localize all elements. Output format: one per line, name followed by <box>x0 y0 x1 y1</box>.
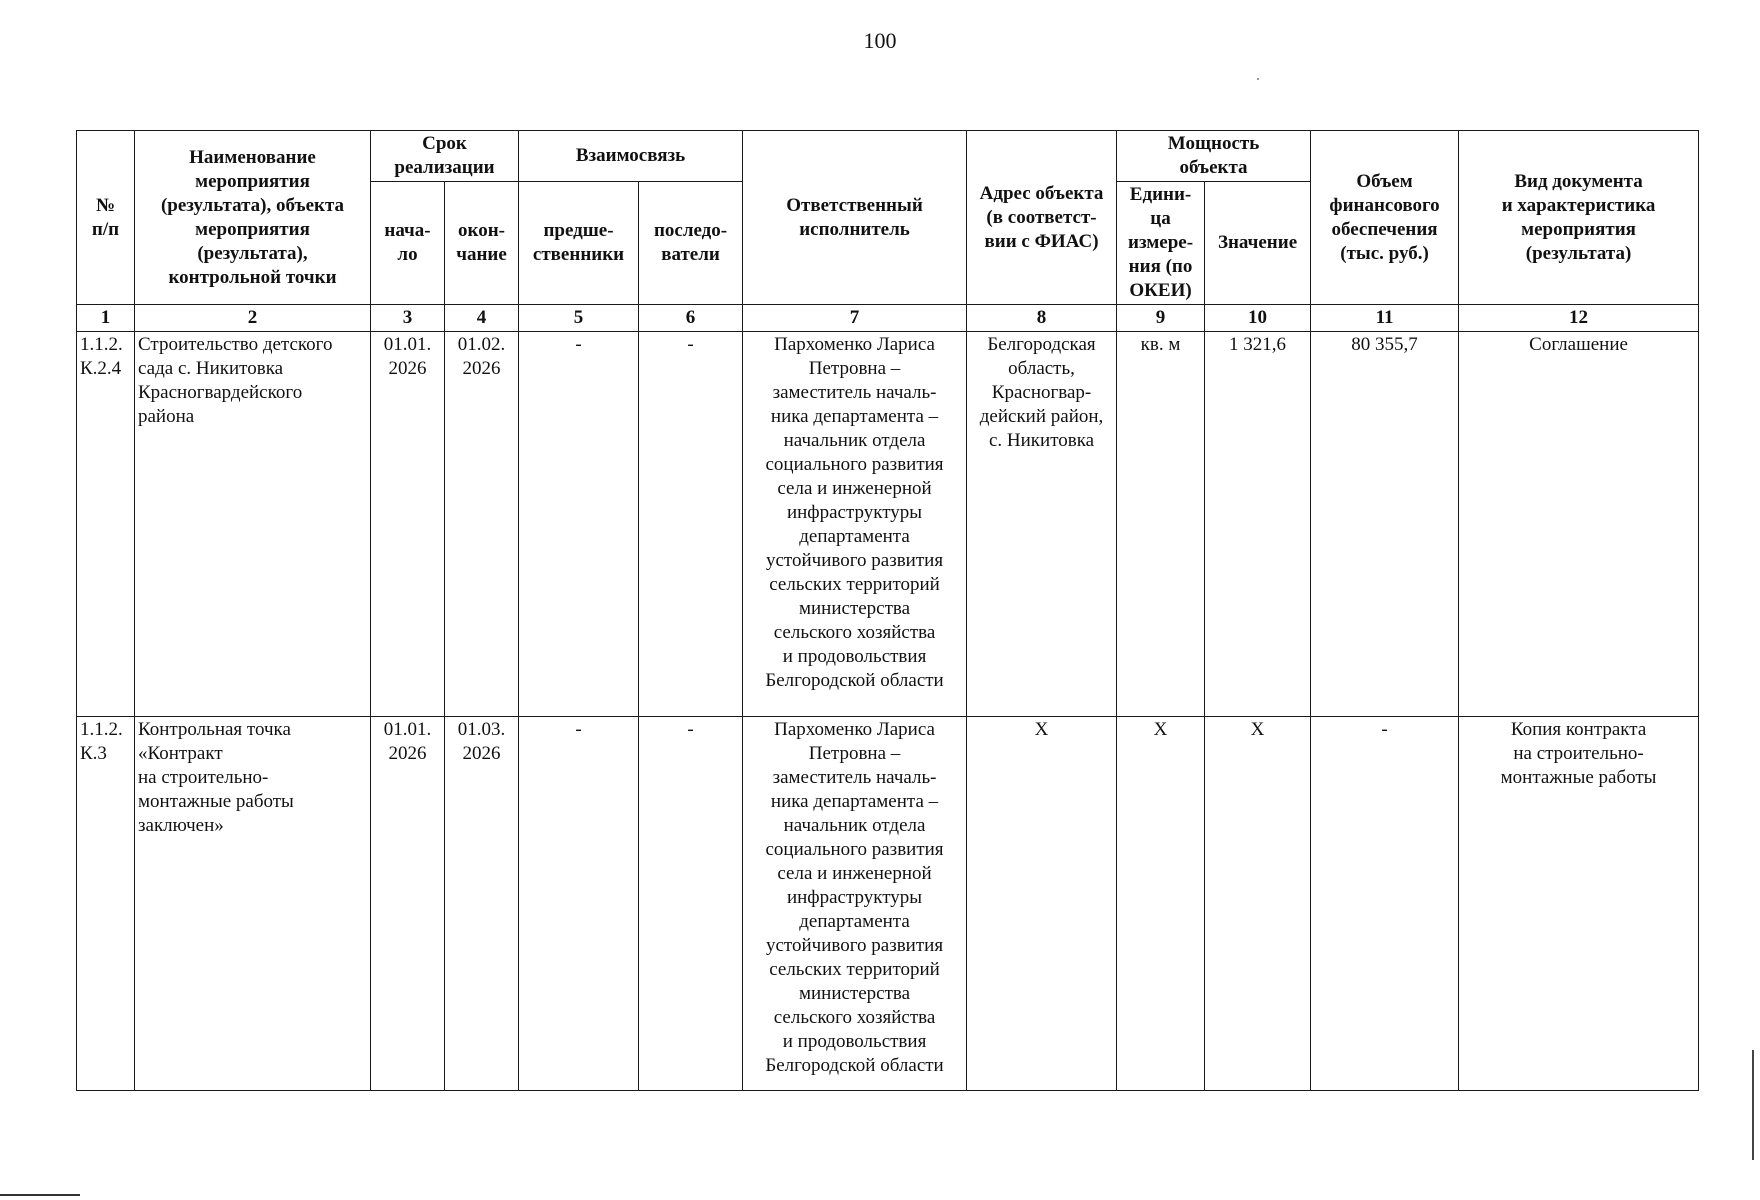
header-term-group: Срок реализации <box>371 131 519 182</box>
column-number: 8 <box>967 305 1117 332</box>
row-responsible: Пархоменко Лариса Петровна – заместитель началь- ника департамента – начальник отдела социального развития села и инженерной инфраструктуры департамента устойчивого развития сельских территорий министерства сельского хозяйства и продовольствия Белгородской области <box>743 717 967 1091</box>
schedule-table <box>76 130 1699 1091</box>
row-value: Х <box>1205 717 1311 1091</box>
row-start: 01.01. 2026 <box>371 717 445 1091</box>
header-finance: Объем финансового обеспечения (тыс. руб.) <box>1311 131 1459 305</box>
row-value: 1 321,6 <box>1205 332 1311 717</box>
column-number: 12 <box>1459 305 1699 332</box>
header-term-start: нача- ло <box>371 182 445 305</box>
column-number-row <box>77 305 1699 332</box>
row-finance: 80 355,7 <box>1311 332 1459 717</box>
scan-artifact-line <box>0 1194 80 1196</box>
scan-speck <box>1257 78 1259 80</box>
scan-artifact-edge <box>1752 1050 1754 1160</box>
header-doc-type: Вид документа и характеристика мероприятия (результата) <box>1459 131 1699 305</box>
column-number: 7 <box>743 305 967 332</box>
column-number: 1 <box>77 305 135 332</box>
header-name: Наименование мероприятия (результата), объекта мероприятия (результата), контрольной точки <box>135 131 371 305</box>
row-responsible: Пархоменко Лариса Петровна – заместитель началь- ника департамента – начальник отдела социального развития села и инженерной инфраструктуры департамента устойчивого развития сельских территорий министерства сельского хозяйства и продовольствия Белгородской области <box>743 332 967 717</box>
column-number: 3 <box>371 305 445 332</box>
row-address: Х <box>967 717 1117 1091</box>
row-name: Контрольная точка «Контракт на строительно- монтажные работы заключен» <box>135 717 371 1091</box>
row-prev: - <box>519 332 639 717</box>
page-number: 100 <box>863 28 897 53</box>
header-term-end: окон- чание <box>445 182 519 305</box>
row-unit: кв. м <box>1117 332 1205 717</box>
row-next: - <box>639 717 743 1091</box>
header-row-1 <box>77 131 1699 182</box>
header-value: Значение <box>1205 182 1311 305</box>
row-num: 1.1.2. К.3 <box>77 717 135 1091</box>
column-number: 5 <box>519 305 639 332</box>
header-link-group: Взаимосвязь <box>519 131 743 182</box>
row-prev: - <box>519 717 639 1091</box>
column-number: 11 <box>1311 305 1459 332</box>
column-number: 4 <box>445 305 519 332</box>
column-number: 10 <box>1205 305 1311 332</box>
row-end: 01.03. 2026 <box>445 717 519 1091</box>
header-link-prev: предше- ственники <box>519 182 639 305</box>
row-doc-type: Соглашение <box>1459 332 1699 717</box>
column-number: 9 <box>1117 305 1205 332</box>
row-next: - <box>639 332 743 717</box>
header-num: № п/п <box>77 131 135 305</box>
table-row <box>77 332 1699 717</box>
header-capacity-group: Мощность объекта <box>1117 131 1311 182</box>
header-address: Адрес объекта (в соответст- вии с ФИАС) <box>967 131 1117 305</box>
column-number: 2 <box>135 305 371 332</box>
row-end: 01.02. 2026 <box>445 332 519 717</box>
row-start: 01.01. 2026 <box>371 332 445 717</box>
row-num: 1.1.2. К.2.4 <box>77 332 135 717</box>
header-responsible: Ответственный исполнитель <box>743 131 967 305</box>
row-name: Строительство детского сада с. Никитовка Красногвардейского района <box>135 332 371 717</box>
column-number: 6 <box>639 305 743 332</box>
table-row <box>77 717 1699 1091</box>
row-unit: Х <box>1117 717 1205 1091</box>
header-unit: Едини- ца измере- ния (по ОКЕИ) <box>1117 182 1205 305</box>
header-link-next: последо- ватели <box>639 182 743 305</box>
row-doc-type: Копия контракта на строительно- монтажные работы <box>1459 717 1699 1091</box>
row-address: Белгородская область, Красногвар- дейский район, с. Никитовка <box>967 332 1117 717</box>
row-finance: - <box>1311 717 1459 1091</box>
